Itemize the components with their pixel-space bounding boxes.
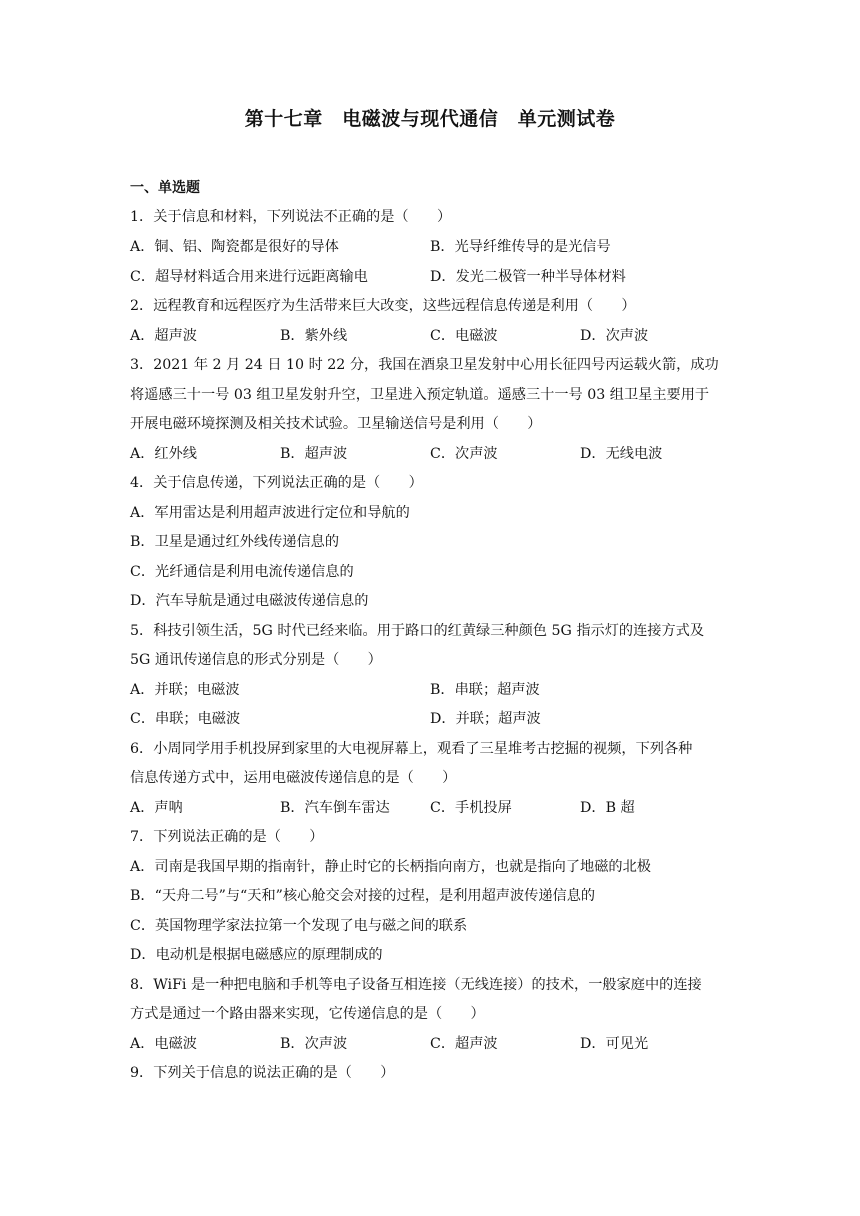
q5-option-c: C．串联；电磁波 xyxy=(130,711,241,727)
q2-option-c: C．电磁波 xyxy=(430,328,498,344)
q5-option-d: D．并联；超声波 xyxy=(430,711,541,727)
q6-option-a: A．声呐 xyxy=(130,800,183,816)
page-title: 第十七章 电磁波与现代通信 单元测试卷 xyxy=(244,108,616,130)
q6-option-c: C．手机投屏 xyxy=(430,800,512,816)
q1-option-c: C．超导材料适合用来进行远距离输电 xyxy=(130,269,368,285)
q1-option-a: A．铜、铝、陶瓷都是很好的导体 xyxy=(130,239,339,255)
q7-option-a: A．司南是我国早期的指南针，静止时它的长柄指向南方，也就是指向了地磁的北极 xyxy=(130,859,651,875)
q7-option-b: B．“天舟二号”与“天和”核心舱交会对接的过程，是利用超声波传递信息的 xyxy=(130,888,596,904)
question-8-line-2: 方式是通过一个路由器来实现，它传递信息的是（ ） xyxy=(130,1006,485,1022)
section-heading: 一、单选题 xyxy=(130,180,200,196)
question-9-stem: 9．下列关于信息的说法正确的是（ ） xyxy=(130,1065,395,1081)
q2-option-a: A．超声波 xyxy=(130,328,197,344)
q2-option-b: B．紫外线 xyxy=(280,328,348,344)
question-2-stem: 2．远程教育和远程医疗为生活带来巨大改变，这些远程信息传递是利用（ ） xyxy=(130,298,636,314)
q4-option-d: D．汽车导航是通过电磁波传递信息的 xyxy=(130,593,369,609)
q1-option-b: B．光导纤维传导的是光信号 xyxy=(430,239,611,255)
question-6-line-2: 信息传递方式中，运用电磁波传递信息的是（ ） xyxy=(130,770,457,786)
question-3-line-1: 3．2021 年 2 月 24 日 10 时 22 分，我国在酒泉卫星发射中心用长征四号丙运载火箭，成功 xyxy=(130,357,719,373)
q8-option-d: D．可见光 xyxy=(580,1036,649,1052)
q8-option-b: B．次声波 xyxy=(280,1036,348,1052)
question-5-line-1: 5．科技引领生活，5G 时代已经来临。用于路口的红黄绿三种颜色 5G 指示灯的连接方式及 xyxy=(130,623,705,639)
q4-option-b: B．卫星是通过红外线传递信息的 xyxy=(130,534,340,550)
question-4-stem: 4．关于信息传递，下列说法正确的是（ ） xyxy=(130,475,423,491)
question-7-stem: 7．下列说法正确的是（ ） xyxy=(130,829,324,845)
q4-option-c: C．光纤通信是利用电流传递信息的 xyxy=(130,564,354,580)
q3-option-d: D．无线电波 xyxy=(580,446,663,462)
question-1-stem: 1．关于信息和材料，下列说法不正确的是（ ） xyxy=(130,209,452,225)
q6-option-b: B．汽车倒车雷达 xyxy=(280,800,390,816)
q8-option-a: A．电磁波 xyxy=(130,1036,197,1052)
q3-option-c: C．次声波 xyxy=(430,446,498,462)
question-3-line-2: 将遥感三十一号 03 组卫星发射升空，卫星进入预定轨道。遥感三十一号 03 组卫星主要用于 xyxy=(130,387,710,403)
q7-option-c: C．英国物理学家法拉第一个发现了电与磁之间的联系 xyxy=(130,918,468,934)
question-5-line-2: 5G 通讯传递信息的形式分别是（ ） xyxy=(130,652,382,668)
q5-option-a: A．并联；电磁波 xyxy=(130,682,240,698)
q5-option-b: B．串联；超声波 xyxy=(430,682,540,698)
q8-option-c: C．超声波 xyxy=(430,1036,498,1052)
q3-option-b: B．超声波 xyxy=(280,446,348,462)
q3-option-a: A．红外线 xyxy=(130,446,197,462)
q1-option-d: D．发光二极管一种半导体材料 xyxy=(430,269,626,285)
q2-option-d: D．次声波 xyxy=(580,328,649,344)
q7-option-d: D．电动机是根据电磁感应的原理制成的 xyxy=(130,947,383,963)
question-6-line-1: 6．小周同学用手机投屏到家里的大电视屏幕上，观看了三星堆考古挖掘的视频，下列各种 xyxy=(130,741,693,757)
question-8-line-1: 8．WiFi 是一种把电脑和手机等电子设备互相连接（无线连接）的技术，一般家庭中的连接 xyxy=(130,977,702,993)
question-3-line-3: 开展电磁环境探测及相关技术试验。卫星输送信号是利用（ ） xyxy=(130,416,542,432)
q6-option-d: D．B 超 xyxy=(580,800,635,816)
q4-option-a: A．军用雷达是利用超声波进行定位和导航的 xyxy=(130,505,410,521)
